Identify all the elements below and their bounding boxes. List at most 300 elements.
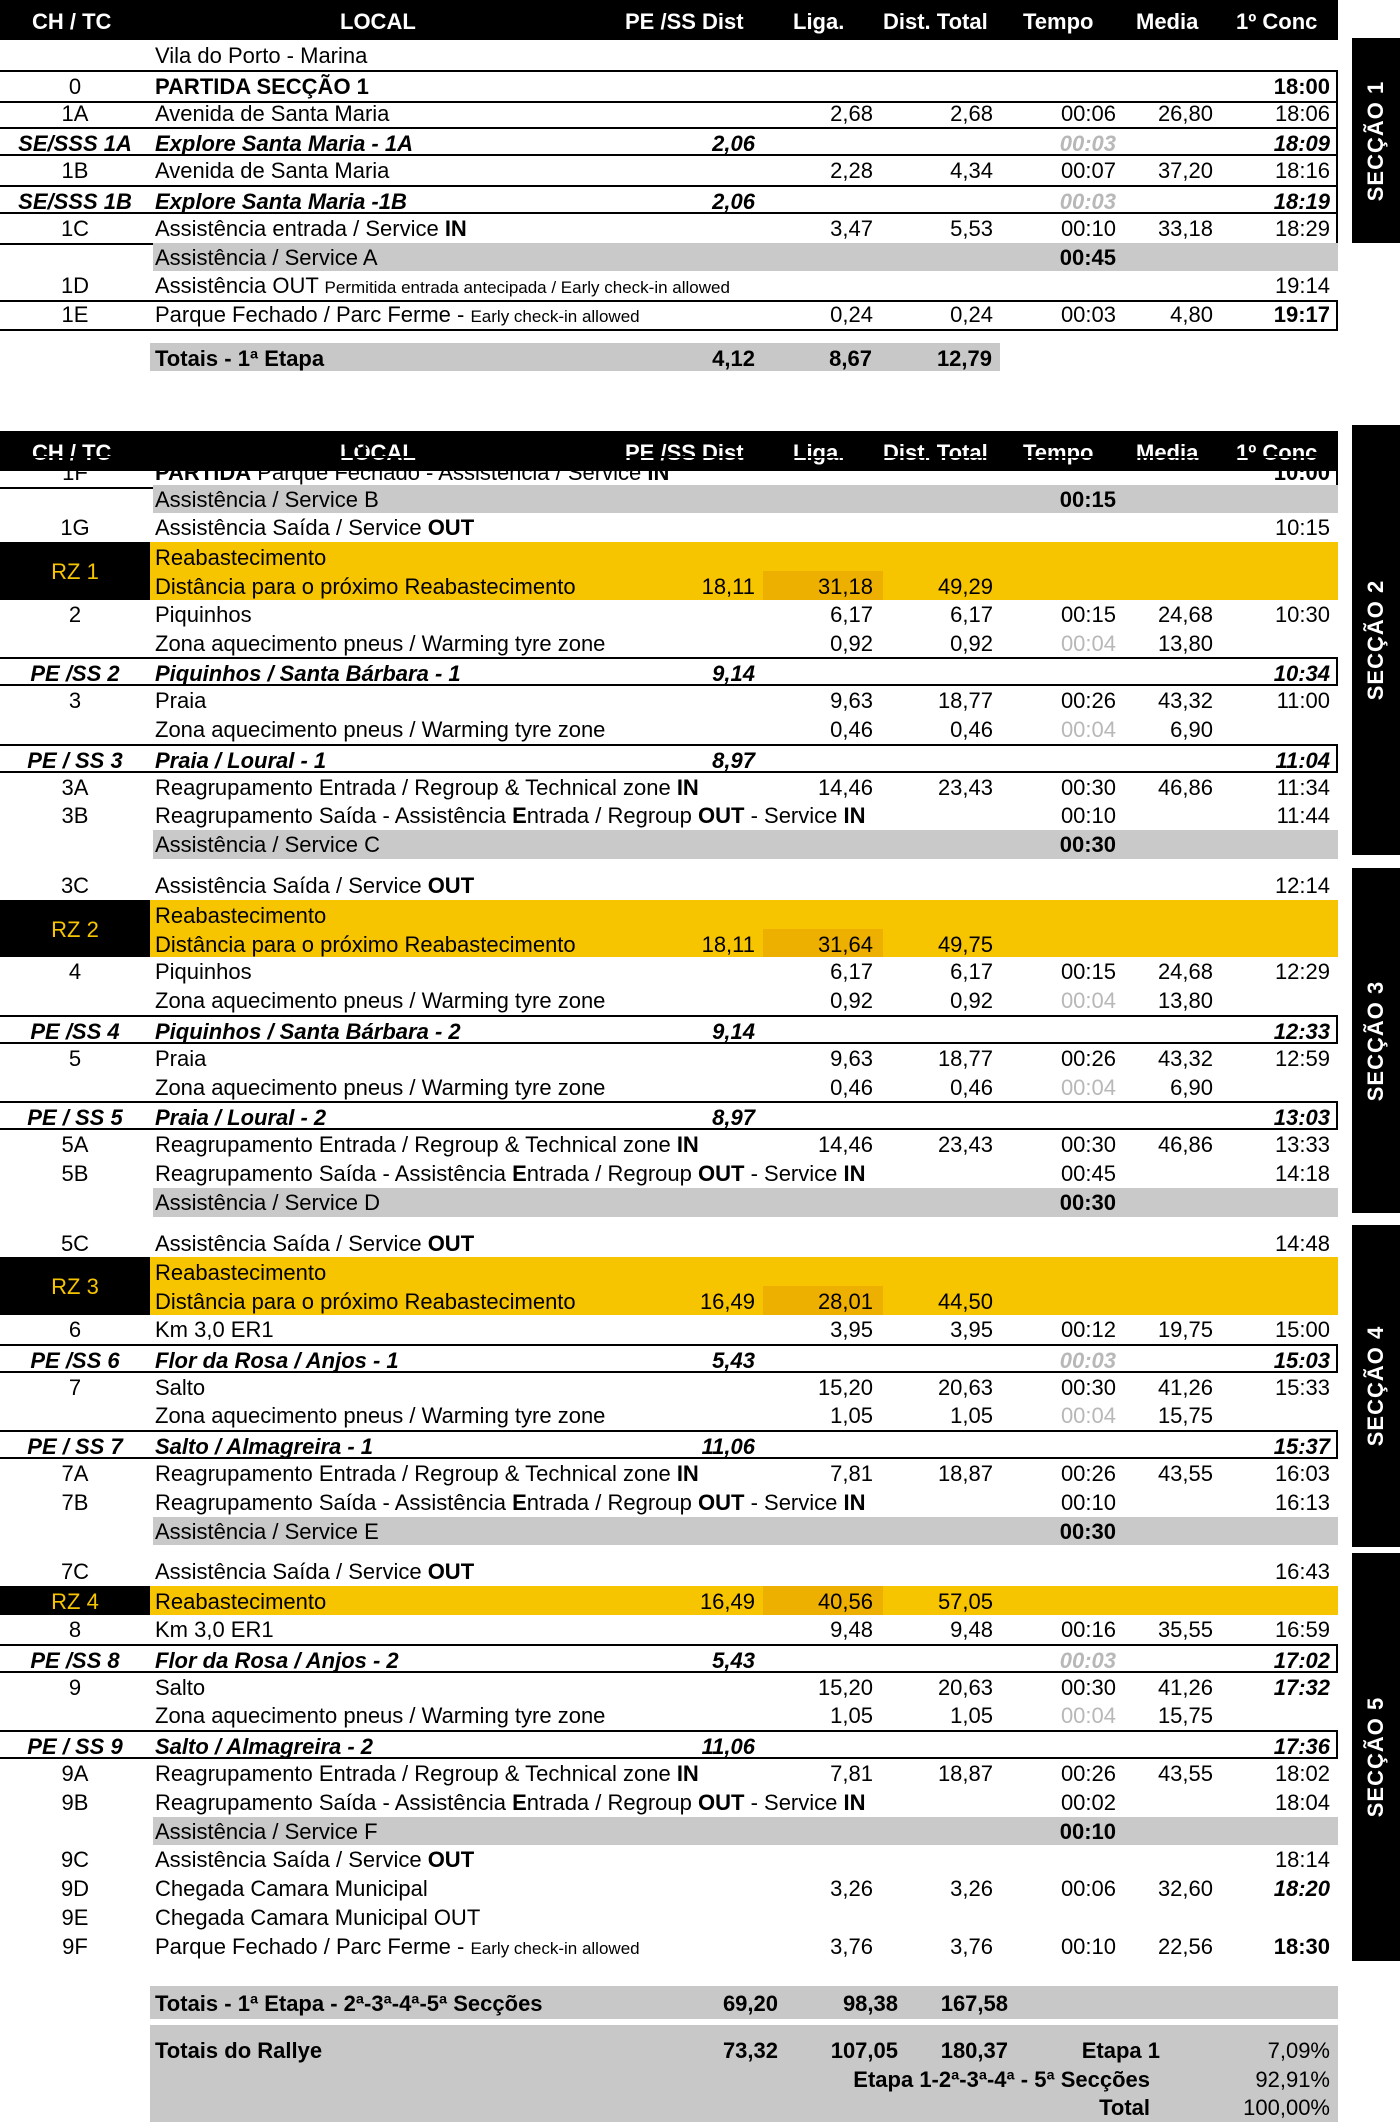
location <box>155 159 389 182</box>
location <box>155 75 369 98</box>
cell-media: 15,75 <box>1157 1403 1213 1429</box>
location <box>155 1106 326 1129</box>
checkpoint-code: SE/SSS 1B <box>18 189 132 214</box>
table-row <box>0 871 1338 900</box>
cell-liga: 1,05 <box>830 1403 873 1429</box>
location-part: IN <box>843 1789 866 1815</box>
refuel-zone <box>0 900 1338 958</box>
location-part: Assistência Saída / Service <box>155 1847 428 1873</box>
refuel-label: Reabastecimento <box>155 902 327 928</box>
location <box>155 1020 461 1043</box>
stage-row <box>0 1730 1338 1759</box>
cell-liga: 0,92 <box>830 988 873 1014</box>
location-part: Explore Santa Maria - 1A <box>155 131 413 157</box>
location <box>155 430 367 453</box>
refuel-zone-code: RZ 1 <box>51 558 99 584</box>
checkpoint-code: 9D <box>60 1876 90 1902</box>
table-row <box>0 1788 1338 1817</box>
location-part: ntrada / Regroup <box>526 803 699 829</box>
cell-conc: 17:32 <box>1273 1674 1330 1700</box>
location-part: Reagrupamento Saída - Assistência <box>155 1489 513 1515</box>
cell-pe: 11,06 <box>701 1434 755 1460</box>
location <box>155 274 730 299</box>
location-part: OUT <box>427 1847 475 1873</box>
cell-pe: 11,06 <box>701 1734 755 1760</box>
location-part: - Service <box>744 803 844 829</box>
location-part: Km 3,0 ER1 <box>155 1317 274 1342</box>
location <box>155 1560 474 1583</box>
cell-conc: 15:03 <box>1273 1347 1330 1373</box>
cell-tempo: 00:12 <box>1060 1317 1116 1342</box>
location-part: Zona aquecimento pneus / Warming tyre zone <box>155 988 606 1014</box>
header-tempo: Tempo <box>1023 440 1094 465</box>
location-part: Flor da Rosa / Anjos - 2 <box>155 1647 399 1673</box>
location-part: Assistência / Service F <box>155 1818 378 1844</box>
totals-liga: 98,38 <box>842 1991 898 2016</box>
cell-media: 26,80 <box>1157 100 1213 126</box>
cell-media: 15,75 <box>1157 1703 1213 1729</box>
cell-liga: 3,95 <box>830 1317 873 1342</box>
cell-tempo: 00:04 <box>1060 1703 1116 1729</box>
location-part: Praia <box>155 1045 207 1071</box>
location-part: Vila do Porto - Marina <box>155 429 368 454</box>
cell-conc: 16:13 <box>1274 1489 1330 1515</box>
checkpoint-code: 1F <box>62 459 88 485</box>
location <box>155 1676 205 1699</box>
location <box>155 632 605 655</box>
location <box>155 1649 399 1672</box>
checkpoint-code: 4 <box>68 959 82 985</box>
cell-conc: 18:20 <box>1273 1876 1330 1902</box>
location-part: ntrada / Regroup <box>526 1489 699 1515</box>
location-part: OUT <box>698 1161 745 1186</box>
cell-tempo: 00:26 <box>1060 1761 1116 1786</box>
location-part: IN <box>676 774 699 800</box>
cell-tempo: 00:30 <box>1060 1132 1116 1158</box>
table-row <box>0 1459 1338 1488</box>
table-row <box>0 957 1338 986</box>
cell-conc: 13:03 <box>1273 1105 1330 1131</box>
cell-conc: 17:36 <box>1273 1734 1330 1760</box>
checkpoint-code: 5A <box>61 1132 89 1158</box>
cell-conc: 15:37 <box>1273 1434 1330 1460</box>
header-ch: CH / TC <box>32 440 112 465</box>
refuel-zone-code: RZ 2 <box>51 916 99 942</box>
checkpoint-code: PE / SS 3 <box>27 747 123 773</box>
location <box>155 1349 399 1372</box>
location-part: OUT <box>427 1559 475 1585</box>
checkpoint-code: 0 <box>68 73 82 99</box>
checkpoint-code: 5B <box>61 1161 89 1186</box>
cell-tempo: 00:03 <box>1059 131 1116 157</box>
cell-conc: 11:34 <box>1276 774 1330 800</box>
cell-dist: 0,92 <box>950 630 993 656</box>
table-row <box>0 1817 1338 1846</box>
cell-conc: 13:33 <box>1274 1132 1330 1158</box>
location <box>155 776 699 799</box>
cell-liga: 1,05 <box>830 1703 873 1729</box>
location-part: Assistência / Service E <box>155 1518 379 1544</box>
location-part: Reagrupamento Saída - Assistência <box>155 803 513 829</box>
checkpoint-code: PE /SS 2 <box>30 661 120 687</box>
location-part: Vila do Porto - Marina <box>155 43 368 68</box>
section-tab-label: SECÇÃO 2 <box>1363 579 1388 701</box>
section-tab-label: SECÇÃO 4 <box>1363 1325 1388 1447</box>
location-part: IN <box>647 459 670 485</box>
cell-liga: 3,76 <box>830 1933 873 1959</box>
location <box>155 1735 373 1758</box>
cell-media: 41,26 <box>1157 1374 1213 1400</box>
cell-dist: 3,26 <box>950 1876 993 1902</box>
cell-conc: 14:48 <box>1274 1230 1330 1256</box>
cell-media: 46,86 <box>1157 1132 1213 1158</box>
location-part: Early check-in allowed <box>470 307 640 327</box>
checkpoint-code: 1G <box>60 515 90 541</box>
cell-conc: 18:04 <box>1274 1789 1330 1815</box>
location-part: Explore Santa Maria -1B <box>155 189 407 214</box>
location-part: Assistência Saída / Service <box>155 515 428 541</box>
cell-pe: 9,14 <box>712 661 755 687</box>
cell-pe: 8,97 <box>712 1105 755 1131</box>
location <box>155 960 252 983</box>
location <box>155 718 605 741</box>
cell-media: 33,18 <box>1157 215 1213 241</box>
cell-dist: 0,46 <box>950 1074 993 1100</box>
location <box>155 1191 380 1214</box>
location-part: Avenida de Santa Maria <box>155 158 390 184</box>
location-part: Assistência / Service B <box>155 486 379 512</box>
table-row <box>0 1932 1338 1961</box>
table-row <box>0 600 1338 629</box>
rallye-label: Totais do Rallye <box>155 2038 323 2063</box>
checkpoint-code: 1B <box>61 158 89 184</box>
cell-conc: 17:02 <box>1273 1647 1330 1673</box>
totals-etapa1 <box>150 343 1000 371</box>
location <box>155 689 206 712</box>
cell-liga: 0,24 <box>830 302 873 328</box>
header-tempo: Tempo <box>1023 9 1094 34</box>
location <box>155 516 474 539</box>
checkpoint-code: PE / SS 5 <box>27 1105 123 1131</box>
cell-tempo: 00:04 <box>1060 1074 1116 1100</box>
cell-conc: 12:59 <box>1274 1045 1330 1071</box>
table-row <box>0 1759 1338 1788</box>
rallye-total-label: Total <box>1099 2095 1150 2120</box>
location-part: Zona aquecimento pneus / Warming tyre zone <box>155 1403 606 1429</box>
section-tab-label: SECÇÃO 5 <box>1363 1696 1388 1818</box>
cell-tempo: 00:15 <box>1060 959 1116 985</box>
location-part: Assistência Saída / Service <box>155 1559 428 1585</box>
refuel-zone-code: RZ 4 <box>51 1588 99 1614</box>
location <box>155 1462 699 1485</box>
cell-media: 13,80 <box>1157 988 1213 1014</box>
table-row <box>0 1557 1338 1586</box>
refuel-distance-label: Distância para o próximo Reabastecimento <box>155 573 576 599</box>
checkpoint-code: 9F <box>62 1933 88 1959</box>
refuel-dist: 49,29 <box>937 573 993 599</box>
checkpoint-code: 1E <box>61 302 89 328</box>
cell-pe: 2,06 <box>712 189 755 214</box>
location <box>155 989 605 1012</box>
refuel-liga: 28,01 <box>817 1289 873 1315</box>
rallye-pe: 73,32 <box>722 2038 778 2063</box>
totals-dist: 12,79 <box>936 346 992 371</box>
location <box>155 1435 373 1458</box>
section-tab-3 <box>1352 868 1400 1213</box>
cell-tempo: 00:03 <box>1060 302 1116 328</box>
cell-dist: 23,43 <box>937 1132 993 1158</box>
rallye-etapa1-label: Etapa 1 <box>1081 2038 1160 2063</box>
refuel-zone <box>0 1257 1338 1315</box>
refuel-dist: 44,50 <box>937 1289 993 1315</box>
cell-media: 43,32 <box>1157 1045 1213 1071</box>
table-row <box>0 1517 1338 1546</box>
table-row <box>0 1874 1338 1903</box>
cell-pe: 8,97 <box>712 747 755 773</box>
refuel-zone-label <box>0 900 150 958</box>
location-part: Piquinhos / Santa Bárbara - 2 <box>155 1019 461 1044</box>
location-part: Early check-in allowed <box>470 1938 640 1958</box>
table-row <box>0 1845 1338 1874</box>
refuel-zone-code: RZ 3 <box>51 1274 99 1300</box>
table-row <box>0 629 1338 658</box>
location <box>155 1162 866 1185</box>
location-part: Salto <box>155 1374 206 1400</box>
header-pe: PE /SS Dist <box>625 440 744 465</box>
cell-tempo: 00:10 <box>1060 215 1116 241</box>
location-part: Piquinhos <box>155 959 252 985</box>
location <box>155 1133 699 1156</box>
checkpoint-code: 1D <box>60 273 90 299</box>
cell-tempo: 00:30 <box>1059 1189 1116 1215</box>
location <box>155 102 389 125</box>
header-local: LOCAL <box>340 9 416 34</box>
table-row <box>0 686 1338 715</box>
header-ch: CH / TC <box>32 9 112 34</box>
table-row <box>0 1315 1338 1344</box>
rallye-total-pct: 100,00% <box>1243 2095 1330 2120</box>
refuel-pe: 16,49 <box>699 1289 755 1315</box>
location-part: Zona aquecimento pneus / Warming tyre zone <box>155 630 606 656</box>
cell-pe: 5,43 <box>712 1647 755 1673</box>
table-row <box>0 986 1338 1015</box>
header-media: Media <box>1136 440 1199 465</box>
location-part: IN <box>843 803 866 829</box>
cell-conc: 12:29 <box>1274 959 1330 985</box>
location-part: - Service <box>744 1789 844 1815</box>
location-part: Reagrupamento Entrada / Regroup & Technical zone <box>155 1461 677 1486</box>
table-row <box>0 271 1338 302</box>
location-part: Praia / Loural - 2 <box>155 1105 327 1131</box>
cell-tempo: 00:30 <box>1060 1374 1116 1400</box>
table-row <box>0 485 1338 514</box>
cell-conc: 12:33 <box>1273 1019 1330 1044</box>
location <box>155 1520 379 1543</box>
checkpoint-code: 5C <box>60 1230 90 1256</box>
location-part: Reagrupamento Entrada / Regroup & Technical zone <box>155 1132 677 1158</box>
cell-dist: 23,43 <box>937 774 993 800</box>
refuel-distance-label: Distância para o próximo Reabastecimento <box>155 1289 576 1315</box>
checkpoint-code: 3A <box>61 774 89 800</box>
checkpoint-code: 9B <box>61 1789 89 1815</box>
location-part: OUT <box>698 1489 745 1515</box>
cell-liga: 0,92 <box>830 630 873 656</box>
location <box>155 461 669 484</box>
location-part: Reagrupamento Saída - Assistência <box>155 1161 513 1186</box>
table-row <box>0 1073 1338 1102</box>
table-row <box>0 1130 1338 1159</box>
cell-dist: 5,53 <box>950 215 993 241</box>
location-part: - Service <box>744 1161 844 1186</box>
cell-conc: 14:18 <box>1274 1161 1330 1186</box>
rallye-etapa2-pct: 92,91% <box>1255 2067 1330 2092</box>
cell-tempo: 00:02 <box>1060 1789 1116 1815</box>
location-part: Piquinhos / Santa Bárbara - 1 <box>155 661 461 687</box>
location-part: Assistência Saída / Service <box>155 873 428 898</box>
refuel-label: Reabastecimento <box>155 1260 327 1286</box>
checkpoint-code: 9C <box>60 1847 90 1873</box>
location <box>155 1318 274 1341</box>
table-row <box>0 801 1338 830</box>
totals-sections <box>150 1986 1338 2019</box>
cell-media: 19,75 <box>1157 1317 1213 1342</box>
location-part: E <box>512 1489 527 1515</box>
cell-pe: 5,43 <box>712 1347 755 1373</box>
location <box>155 217 467 240</box>
location-part: IN <box>843 1489 866 1515</box>
location-part: ntrada / Regroup <box>526 1161 699 1186</box>
cell-tempo: 00:26 <box>1060 1045 1116 1071</box>
cell-conc: 16:43 <box>1274 1559 1330 1585</box>
refuel-dist: 49,75 <box>937 931 993 957</box>
table-row <box>0 427 1338 456</box>
cell-liga: 15,20 <box>817 1374 873 1400</box>
refuel-liga: 31,18 <box>817 573 873 599</box>
table-row <box>0 1188 1338 1217</box>
stage-row <box>0 1015 1338 1044</box>
refuel-zone-label <box>0 1257 150 1315</box>
location <box>155 1047 206 1070</box>
location-part: Chegada Camara Municipal OUT <box>155 1905 481 1930</box>
location-part: OUT <box>698 803 745 829</box>
cell-liga: 9,48 <box>830 1617 873 1642</box>
table-row <box>0 1159 1338 1188</box>
location <box>155 749 326 772</box>
checkpoint-code: PE / SS 7 <box>27 1434 123 1460</box>
checkpoint-code: 7A <box>61 1461 89 1486</box>
cell-tempo: 00:30 <box>1059 1518 1116 1544</box>
header-local: LOCAL <box>340 440 416 465</box>
location-part: Assistência entrada / Service <box>155 215 445 241</box>
header-liga: Liga. <box>793 440 845 465</box>
table-row <box>0 1044 1338 1073</box>
cell-dist: 6,17 <box>950 959 993 985</box>
location-part: Assistência Saída / Service <box>155 1230 428 1256</box>
location-part: Assistência OUT <box>155 273 325 299</box>
location <box>155 603 252 626</box>
rallye-etapa2-label: Etapa 1-2ª-3ª-4ª - 5ª Secções <box>853 2067 1150 2092</box>
cell-dist: 0,92 <box>950 988 993 1014</box>
cell-tempo: 00:26 <box>1060 1461 1116 1486</box>
location <box>155 44 367 67</box>
location <box>155 1232 474 1255</box>
header-liga: Liga. <box>793 9 845 34</box>
cell-tempo: 00:45 <box>1060 1161 1116 1186</box>
refuel-label: Reabastecimento <box>155 545 327 571</box>
stage-row <box>0 744 1338 773</box>
totals-liga: 8,67 <box>829 346 872 371</box>
refuel-zone-label <box>0 1586 150 1615</box>
location <box>155 190 407 213</box>
location-part: PARTIDA SECÇÃO 1 <box>155 73 369 99</box>
section-tab-4 <box>1352 1225 1400 1547</box>
table-row <box>0 1488 1338 1517</box>
location-part: Salto <box>155 1674 206 1700</box>
header-conc: 1º Conc <box>1236 9 1318 34</box>
cell-conc: 19:17 <box>1273 302 1330 328</box>
cell-liga: 14,46 <box>817 1132 873 1158</box>
checkpoint-code: PE /SS 4 <box>30 1019 120 1044</box>
cell-conc: 16:59 <box>1274 1617 1330 1642</box>
location-part: OUT <box>427 515 475 541</box>
location-part: PARTIDA <box>155 459 252 485</box>
table-row <box>0 214 1338 245</box>
checkpoint-code: 9E <box>61 1905 89 1930</box>
checkpoint-code: 6 <box>68 1317 82 1342</box>
table-row <box>0 1373 1338 1402</box>
location-part: E <box>512 1161 527 1186</box>
checkpoint-code: 5 <box>68 1045 82 1071</box>
cell-dist: 18,77 <box>937 1045 993 1071</box>
location <box>155 833 380 856</box>
cell-liga: 0,46 <box>830 717 873 742</box>
location <box>155 662 461 685</box>
cell-dist: 1,05 <box>950 1703 993 1729</box>
checkpoint-code: 9 <box>68 1674 82 1700</box>
cell-dist: 20,63 <box>937 1374 993 1400</box>
table-row <box>0 1701 1338 1730</box>
cell-conc: 10:00 <box>1273 459 1330 485</box>
rallye-etapa1-pct: 7,09% <box>1267 2038 1330 2063</box>
location <box>155 1906 480 1929</box>
totals-pe: 69,20 <box>722 1991 778 2016</box>
location <box>155 1076 605 1099</box>
section-tab-5 <box>1352 1553 1400 1961</box>
header-pe: PE /SS Dist <box>625 9 744 34</box>
location-part: Piquinhos <box>155 601 252 627</box>
cell-media: 35,55 <box>1157 1617 1213 1642</box>
location <box>155 1935 640 1960</box>
cell-dist: 3,76 <box>950 1933 993 1959</box>
cell-media: 22,56 <box>1157 1933 1213 1959</box>
cell-conc: 15:00 <box>1274 1317 1330 1342</box>
cell-conc: 18:16 <box>1274 158 1330 184</box>
cell-media: 24,68 <box>1157 959 1213 985</box>
refuel-dist: 57,05 <box>937 1589 993 1615</box>
cell-tempo: 00:04 <box>1060 988 1116 1014</box>
table-header <box>0 0 1338 40</box>
cell-dist: 0,24 <box>950 302 993 328</box>
cell-conc: 18:19 <box>1273 189 1330 214</box>
location-part: Assistência / Service D <box>155 1189 380 1215</box>
table-row <box>0 41 1338 70</box>
stage-row <box>0 1344 1338 1373</box>
cell-pe: 2,06 <box>712 131 755 157</box>
stage-row <box>0 1644 1338 1673</box>
checkpoint-code: 3B <box>61 803 89 829</box>
cell-tempo: 00:15 <box>1059 486 1116 512</box>
cell-conc: 18:29 <box>1274 215 1330 241</box>
